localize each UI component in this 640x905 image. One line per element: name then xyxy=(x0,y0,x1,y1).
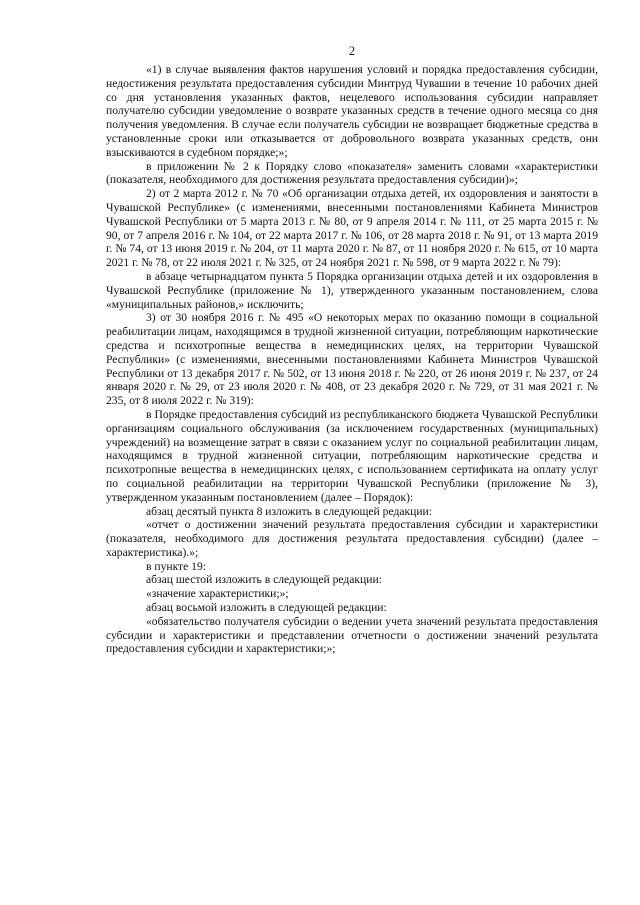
paragraph: «обязательство получателя субсидии о ведении учета значений результата предоставления субсидии и характеристики и представлении отчетности о достижении значений результата предоставления субсидии и характеристики;»; xyxy=(106,614,598,656)
paragraph: 3) от 30 ноября 2016 г. № 495 «О некоторых мерах по оказанию помощи в социальной реабилитации лицам, находящимся в трудной жизненной ситуации, потребляющим наркотические средства и психотропные вещества в немедицинских целях, на территории Чувашской Республики» (с изменениями, внесенными постановлениями Кабинета Министров Чувашской Республики от 13 декабря 2017 г. № 502, от 13 июня 2018 г. № 220, от 26 июня 2019 г. № 237, от 24 января 2020 г. № 29, от 23 июля 2020 г. № 408, от 23 декабря 2020 г. № 729, от 31 мая 2021 г. № 235, от 8 июля 2022 г. № 319): xyxy=(106,311,598,408)
paragraph: «1) в случае выявления фактов нарушения условий и порядка предоставления субсидии, недостижения результата предоставления субсидии Минтруд Чувашии в течение 10 рабочих дней со дня установления указанных фактов, нецелевого использования субсидии направляет получателю субсидии уведомление о возврате указанных средств в течение одного месяца со дня получения уведомления. В случае если получатель субсидии не возвращает бюджетные средства в установленные сроки или отказывается от добровольного возврата указанных средств, они взыскиваются в судебном порядке;»; xyxy=(106,63,598,159)
paragraph: «значение характеристики;»; xyxy=(146,587,289,601)
paragraph: в приложении № 2 к Порядку слово «показателя» заменить словами «характеристики (показателя, необходимого для достижения результата предоставления субсидии)»; xyxy=(106,159,598,187)
paragraph: абзац восьмой изложить в следующей редакции: xyxy=(146,601,387,615)
paragraph: абзац шестой изложить в следующей редакции: xyxy=(146,573,382,587)
paragraph: 2) от 2 марта 2012 г. № 70 «Об организации отдыха детей, их оздоровления и занятости в Чувашской Республике» (с изменениями, внесенными постановлениями Кабинета Министров Чувашской Республики от 5 марта 2013 г. № 80, от 9 апреля 2014 г. № 111, от 25 марта 2015 г. № 90, от 7 апреля 2016 г. № 104, от 22 марта 2017 г. № 106, от 28 марта 2018 г. № 91, от 13 марта 2019 г. № 74, от 13 июня 2019 г. № 204, от 11 марта 2020 г. № 87, от 11 ноября 2020 г. № 615, от 10 марта 2021 г. № 78, от 22 июля 2021 г. № 325, от 24 ноября 2021 г. № 598, от 9 марта 2022 г. № 79): xyxy=(106,187,598,270)
paragraph: в Порядке предоставления субсидий из республиканского бюджета Чувашской Республики организациям социального обслуживания (за исключением государственных (муниципальных) учреждений) на возмещение затрат в связи с оказанием услуг по социальной реабилитации лицам, находящимся в трудной жизненной ситуации, потребляющим наркотические средства и психотропные вещества в немедицинских целях, с использованием сертификата на оплату услуг по социальной реабилитации на территории Чувашской Республики (приложение № 3), утвержденном указанным постановлением (далее – Порядок): xyxy=(106,407,598,504)
paragraph: в абзаце четырнадцатом пункта 5 Порядка организации отдыха детей и их оздоровления в Чувашской Республике (приложение № 1), утвержденного указанным постановлением, слова «муниципальных районов,» исключить; xyxy=(106,269,598,311)
page-number: 2 xyxy=(348,44,356,58)
paragraph: «отчет о достижении значений результата предоставления субсидии и характеристики (показателя, необходимого для достижения результата предоставления субсидии) (далее – характеристика).»; xyxy=(106,518,598,559)
paragraph: абзац десятый пункта 8 изложить в следующей редакции: xyxy=(146,504,432,518)
document-body xyxy=(106,63,598,656)
paragraph: в пункте 19: xyxy=(146,559,206,573)
